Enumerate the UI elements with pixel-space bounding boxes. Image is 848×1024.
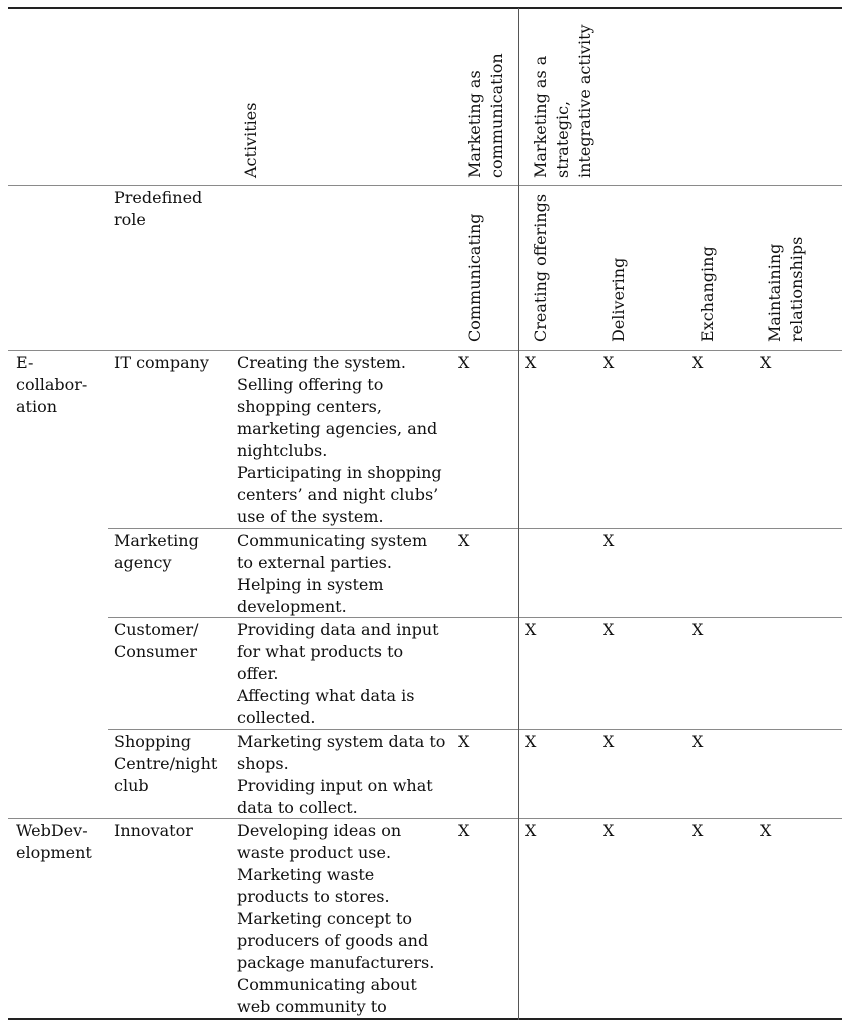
mark-exchanging: X: [692, 620, 704, 639]
mark-delivering: X: [603, 732, 615, 751]
mark-communicating: X: [458, 353, 470, 372]
subheader-creating-offerings: Creating offerings: [531, 193, 550, 342]
subheader-exchanging: Exchanging: [698, 246, 717, 342]
table-top-rule: [8, 7, 842, 9]
role-cell: Marketing agency: [114, 531, 199, 572]
mark-maintaining-relationships: X: [760, 821, 772, 840]
section-label: WebDev- elopment: [16, 821, 92, 862]
mark-delivering: X: [603, 531, 615, 550]
group-divider-rule: [518, 8, 519, 1020]
mark-communicating: X: [458, 531, 470, 550]
mark-exchanging: X: [692, 732, 704, 751]
table-bottom-rule: [8, 1018, 842, 1020]
activities-cell: Providing data and input for what products to offer. Affecting what data is collected.: [237, 620, 439, 727]
mark-delivering: X: [603, 620, 615, 639]
mark-communicating: X: [458, 732, 470, 751]
mark-creating-offerings: X: [525, 353, 537, 372]
role-cell: Shopping Centre/night club: [114, 732, 218, 795]
mark-delivering: X: [603, 821, 615, 840]
mark-communicating: X: [458, 821, 470, 840]
activities-cell: Communicating system to external parties. Helping in system development.: [237, 531, 428, 616]
section-label: E- collabor- ation: [16, 353, 88, 416]
header-divider-rule: [8, 185, 842, 186]
group-header-communication: Marketing as communication: [465, 53, 506, 178]
activities-header: Activities: [241, 102, 260, 178]
mark-creating-offerings: X: [525, 732, 537, 751]
subheader-communicating: Communicating: [465, 213, 484, 342]
subheader-maintaining-relationships: Maintaining relationships: [765, 236, 806, 342]
mark-creating-offerings: X: [525, 821, 537, 840]
group-header-strategic: Marketing as a strategic, integrative activity: [531, 24, 594, 178]
role-cell: Customer/ Consumer: [114, 620, 199, 661]
mark-exchanging: X: [692, 353, 704, 372]
mark-creating-offerings: X: [525, 620, 537, 639]
activities-cell: Developing ideas on waste product use. Marketing waste products to stores. Marketing concept to producers of goods and package manufacturers. Communicating about web community to: [237, 821, 435, 1016]
mark-delivering: X: [603, 353, 615, 372]
activities-cell: Marketing system data to shops. Providing input on what data to collect.: [237, 732, 446, 817]
row-divider-rule: [108, 528, 842, 529]
mark-maintaining-relationships: X: [760, 353, 772, 372]
header-bottom-rule: [8, 350, 842, 351]
activities-cell: Creating the system. Selling offering to shopping centers, marketing agencies, and nightclubs. Participating in shopping centers’ and night clubs’ use of the system.: [237, 353, 442, 526]
role-cell: Innovator: [114, 821, 193, 840]
row-divider-rule: [108, 729, 842, 730]
role-cell: IT company: [114, 353, 209, 372]
predefined-role-header: Predefined role: [114, 188, 203, 229]
subheader-delivering: Delivering: [609, 257, 628, 342]
row-divider-rule: [108, 617, 842, 618]
mark-exchanging: X: [692, 821, 704, 840]
